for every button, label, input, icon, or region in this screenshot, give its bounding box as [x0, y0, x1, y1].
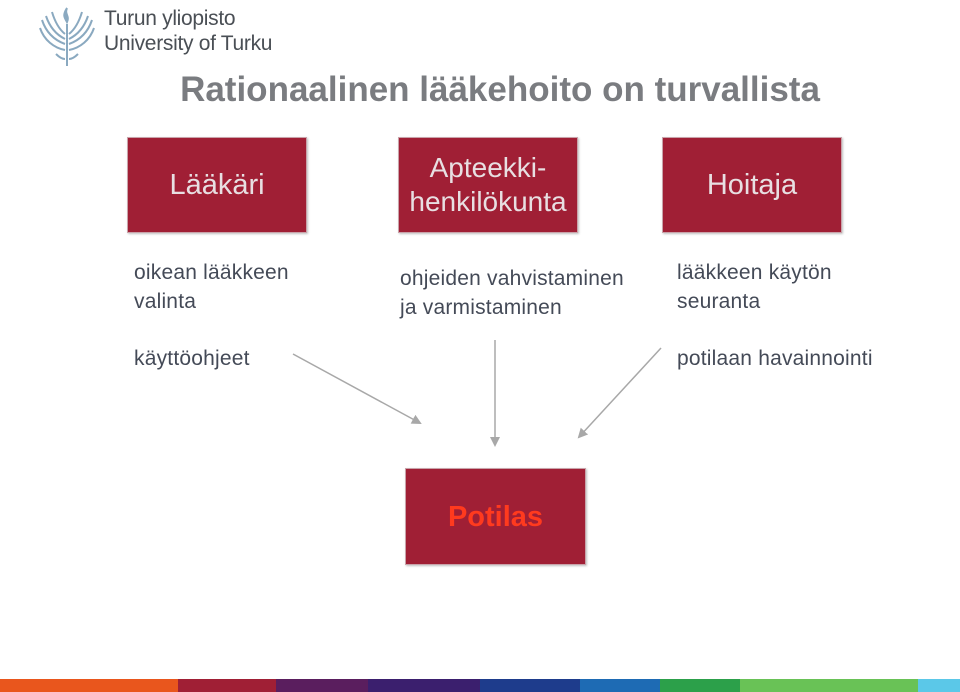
hoitaja-task-line-1: lääkkeen käytön [677, 261, 832, 284]
laakari-task-line-2: valinta [134, 290, 197, 313]
apteekki-task-line-1: ohjeiden vahvistaminen [400, 267, 624, 290]
footer-stripe-5 [480, 679, 580, 692]
footer-stripe-8 [740, 679, 918, 692]
box-potilas [405, 468, 586, 565]
apteekki-task-line-2: ja varmistaminen [400, 296, 562, 319]
logo-line-2: University of Turku [104, 32, 273, 55]
box-apteekki-label-1: Apteekki- [429, 152, 547, 183]
footer-stripe-2 [178, 679, 276, 692]
box-apteekki-label-2: henkilökunta [409, 186, 567, 217]
footer-stripe-9 [918, 679, 960, 692]
footer-stripe-7 [660, 679, 740, 692]
box-laakari-label: Lääkäri [169, 169, 265, 201]
footer-stripe-3 [276, 679, 368, 692]
footer-stripe-1 [0, 679, 178, 692]
laakari-extra-text: käyttöohjeet [134, 347, 250, 370]
arrow-from-hoitaja [579, 348, 661, 437]
slide-title: Rationaalinen lääkehoito on turvallista [180, 70, 820, 109]
footer-stripe-6 [580, 679, 660, 692]
logo-line-1: Turun yliopisto [104, 7, 236, 30]
laakari-task-line-1: oikean lääkkeen [134, 261, 289, 284]
hoitaja-extra-text: potilaan havainnointi [677, 347, 873, 370]
arrow-from-laakari [293, 354, 420, 423]
hoitaja-task-line-2: seuranta [677, 290, 761, 313]
box-hoitaja-label: Hoitaja [706, 169, 798, 201]
footer-stripe-4 [368, 679, 480, 692]
box-potilas-label: Potilas [447, 500, 544, 533]
